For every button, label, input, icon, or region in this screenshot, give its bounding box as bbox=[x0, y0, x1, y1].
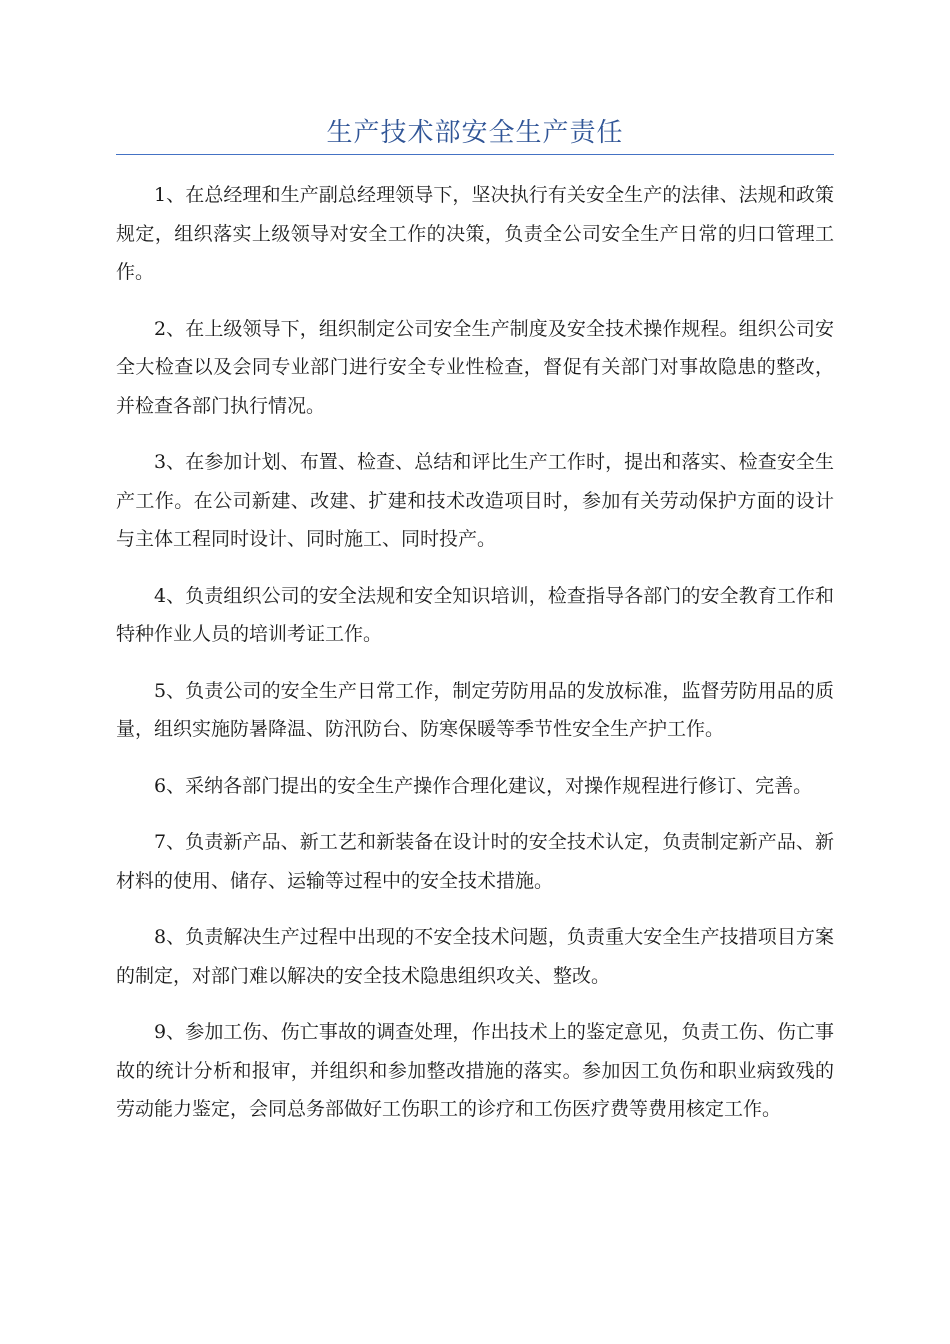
paragraph-4: 4、负责组织公司的安全法规和安全知识培训，检查指导各部门的安全教育工作和特种作业人员的培训考证工作。 bbox=[116, 584, 834, 645]
paragraph-5: 5、负责公司的安全生产日常工作，制定劳防用品的发放标准，监督劳防用品的质量，组织实施防暑降温、防汛防台、防寒保暖等季节性安全生产护工作。 bbox=[116, 679, 834, 740]
paragraph-1: 1、在总经理和生产副总经理领导下，坚决执行有关安全生产的法律、法规和政策规定，组织落实上级领导对安全工作的决策，负责全公司安全生产日常的归口管理工作。 bbox=[116, 184, 834, 283]
document-body bbox=[116, 176, 834, 1147]
paragraph-6: 6、采纳各部门提出的安全生产操作合理化建议，对操作规程进行修订、完善。 bbox=[154, 774, 813, 797]
paragraph-3: 3、在参加计划、布置、检查、总结和评比生产工作时，提出和落实、检查安全生产工作。在公司新建、改建、扩建和技术改造项目时，参加有关劳动保护方面的设计与主体工程同时设计、同时施工、同时投产。 bbox=[116, 451, 834, 550]
paragraph-7: 7、负责新产品、新工艺和新装备在设计时的安全技术认定，负责制定新产品、新材料的使用、储存、运输等过程中的安全技术措施。 bbox=[116, 831, 834, 892]
title-underline-divider bbox=[116, 154, 834, 155]
paragraph-8: 8、负责解决生产过程中出现的不安全技术问题，负责重大安全生产技措项目方案的制定，对部门难以解决的安全技术隐患组织攻关、整改。 bbox=[116, 926, 834, 987]
paragraph-2: 2、在上级领导下，组织制定公司安全生产制度及安全技术操作规程。组织公司安全大检查以及会同专业部门进行安全专业性检查，督促有关部门对事故隐患的整改，并检查各部门执行情况。 bbox=[116, 317, 834, 417]
paragraph-9: 9、参加工伤、伤亡事故的调查处理，作出技术上的鉴定意见，负责工伤、伤亡事故的统计分析和报审，并组织和参加整改措施的落实。参加因工负伤和职业病致残的劳动能力鉴定，会同总务部做好工伤职工的诊疗和工伤医疗费等费用核定工作。 bbox=[116, 1021, 834, 1120]
document-title: 生产技术部安全生产责任 bbox=[326, 118, 624, 148]
